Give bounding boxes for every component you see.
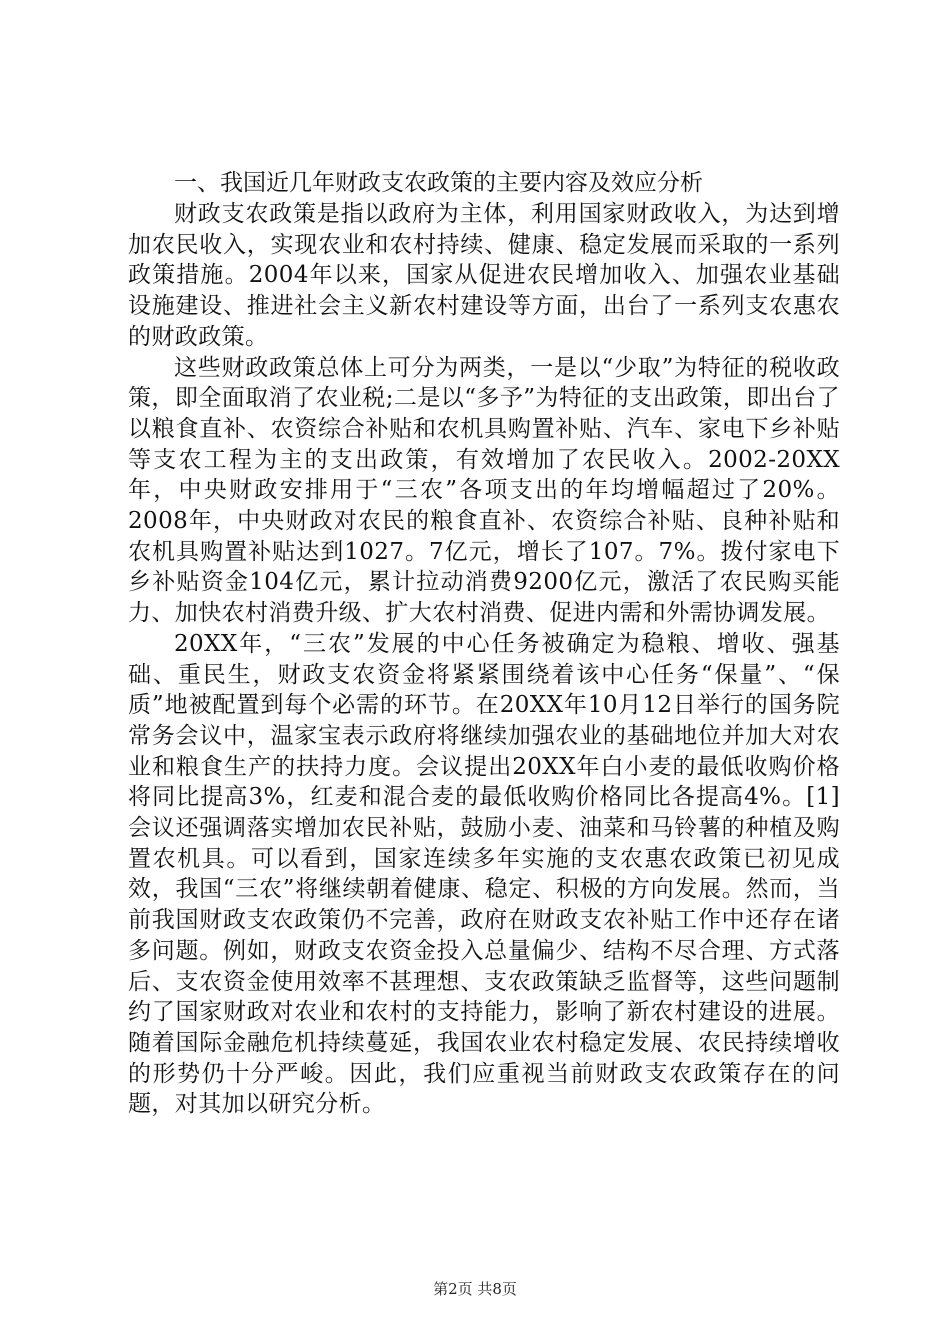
paragraph-definition: 财政支农政策是指以政府为主体，利用国家财政收入，为达到增加农民收入，实现农业和农村持续、健康、稳定发展而采取的一系列政策措施。2004年以来，国家从促进农民增加收入、加强农业基础设施建设、推进社会主义新农村建设等方面，出台了一系列支农惠农的财政政策。 xyxy=(128,201,840,350)
section-heading: 一、我国近几年财政支农政策的主要内容及效应分析 xyxy=(174,170,703,196)
document-body xyxy=(128,168,840,1120)
paragraph-current-tasks: 20XX年，“三农”发展的中心任务被确定为稳粮、增收、强基础、重民生，财政支农资金将紧紧围绕着该中心任务“保量”、“保质”地被配置到每个必需的环节。在20XX年10月12日举行的国务院常务会议中，温家宝表示政府将继续加强农业的基础地位并加大对农业和粮食生产的扶持力度。会议提出20XX年白小麦的最低收购价格将同比提高3%，红麦和混合麦的最低收购价格同比各提高4%。[1]会议还强调落实增加农民补贴，鼓励小麦、油菜和马铃薯的种植及购置农机具。可以看到，国家连续多年实施的支农惠农政策已初见成效，我国“三农”将继续朝着健康、稳定、积极的方向发展。然而，当前我国财政支农政策仍不完善，政府在财政支农补贴工作中还存在诸多问题。例如，财政支农资金投入总量偏少、结构不尽合理、方式落后、支农资金使用效率不甚理想、支农政策缺乏监督等，这些问题制约了国家财政对农业和农村的支持能力，影响了新农村建设的进展。随着国际金融危机持续蔓延，我国农业农村稳定发展、农民持续增收的形势仍十分严峻。因此，我们应重视当前财政支农政策存在的问题，对其加以研究分析。 xyxy=(128,630,840,1118)
paragraph-policy-types: 这些财政政策总体上可分为两类，一是以“少取”为特征的税收政策，即全面取消了农业税;二是以“多予”为特征的支出政策，即出台了以粮食直补、农资综合补贴和农机具购置补贴、汽车、家电下乡补贴等支农工程为主的支出政策，有效增加了农民收入。2002-20XX年，中央财政安排用于“三农”各项支出的年均增幅超过了20%。2008年，中央财政对农民的粮食直补、农资综合补贴、良种补贴和农机具购置补贴达到1027。7亿元，增长了107。7%。拨付家电下乡补贴资金104亿元，累计拉动消费9200亿元，激活了农民购买能力、加快农村消费升级、扩大农村消费、促进内需和外需协调发展。 xyxy=(128,354,840,627)
page-footer: 第2页 共8页 xyxy=(433,1280,517,1298)
